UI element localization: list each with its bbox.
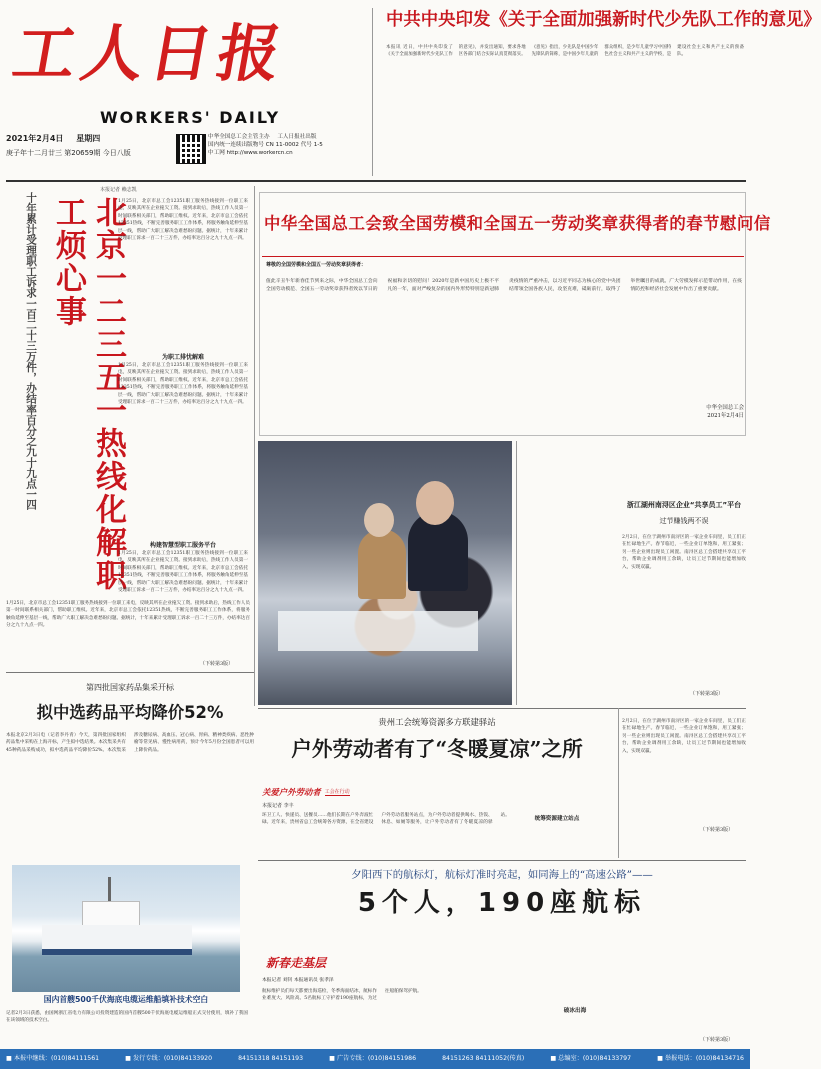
zhejiang-body: 2月2日，在位于湖州市南浔区的一家企业车间里，员工们正在忙碌地生产。春节临近，一些企业订单饱和，用工紧张；另一些企业则出现员工闲置。南浔区总工会搭建共享员工平台，帮助企业调剂用工余缺，让员工过节期间也能增加收入，实现双赢。 [622, 535, 746, 570]
hotline-byline: 本报记者 赖志凯 [100, 187, 137, 193]
greeting-salutation: 尊敬的全国劳模和全国五一劳动奖章获得者： [266, 262, 367, 268]
hotline-subhead-2: 构建智慧型职工服务平台 [149, 542, 216, 549]
drugs-headline[interactable]: 拟中选药品平均降价52% [36, 703, 224, 722]
greeting-signature: 中华全国总工会 [706, 405, 744, 411]
ship-caption-body: 记者2月3日获悉，由国网浙江省电力有限公司投资建造的国内首艘500千伏海底电缆运维船正式交付使用，填补了我国在该领域的技术空白。 [6, 1011, 248, 1024]
greeting-headline[interactable]: 中华全国总工会致全国劳模和全国五一劳动奖章获得者的春节慰问信 [264, 214, 771, 233]
lighthouse-column-label: 新春走基层 [266, 956, 327, 970]
publisher-info [208, 133, 358, 157]
newspaper-logo: 工人日报 [7, 17, 293, 90]
issue-info [6, 134, 174, 158]
lighthouse-byline: 本报记者 刘钊 本报通讯员 张孝泽 [262, 978, 334, 983]
guizhou-subhead: 统筹资源建立站点 [534, 816, 580, 822]
lunar-date: 庚子年十二月廿三 [6, 149, 62, 157]
hotline-body-1: 1月25日，北京市总工会12351职工服务热线接到一位职工来电，反映其所在企业拖欠工资。接到求助后，热线工作人员第一时间联系相关部门，帮助职工维权。近年来，北京市总工会依托12351热线，不断完善服务职工工作体系，将服务触角延伸至基层一线，帮助广大职工解决急难愁盼问题。据统计，十年来累计受理职工诉求一百二十三万件，办结率达百分之九十九点一四。 [118, 199, 248, 242]
hotline-body-4: 1月25日，北京市总工会12351职工服务热线接到一位职工来电，反映其所在企业拖欠工资。接到求助后，热线工作人员第一时间联系相关部门，帮助职工维权。近年来，北京市总工会依托12351热线，不断完善服务职工工作体系，将服务触角延伸至基层一线，帮助广大职工解决急难愁盼问题。据统计，十年来累计受理职工诉求一百二十三万件，办结率达百分之九十九点一四。 [6, 601, 250, 629]
lighthouse-headline[interactable]: 5个人，190座航标 [357, 888, 647, 918]
hotline-continued: （下转第3版） [200, 661, 234, 667]
hotline-main-headline[interactable]: 北京一二三五一热线化解职工烦心事 [50, 196, 126, 592]
footer-item: ■ 广告专线：(010)84151986 [329, 1055, 417, 1062]
guizhou-continued: （下转第3版） [700, 827, 734, 833]
publisher-text: 工人日报社出版 [277, 134, 317, 140]
website-link[interactable]: 中工网 http://www.workercn.cn [208, 150, 293, 156]
issue-date: 2021年2月4日 [6, 134, 64, 143]
guizhou-headline[interactable]: 户外劳动者有了“冬暖夏凉”之所 [291, 737, 583, 761]
cn-code: 国内统一连续出版物号 CN 11-0002 代号 1-5 [208, 142, 323, 148]
hotline-body-3: 1月25日，北京市总工会12351职工服务热线接到一位职工来电，反映其所在企业拖欠工资。接到求助后，热线工作人员第一时间联系相关部门，帮助职工维权。近年来，北京市总工会依托12351热线，不断完善服务职工工作体系，将服务触角延伸至基层一线，帮助广大职工解决急难愁盼问题。据统计，十年来累计受理职工诉求一百二十三万件，办结率达百分之九十九点一四。 [118, 551, 248, 594]
footer-item: ■ 本报中继线：(010)84111561 [6, 1055, 100, 1062]
top-headline-body: 本报讯 近日，中共中央印发了《关于全面加强新时代少先队工作的意见》，并发出通知，要求各地区各部门结合实际认真贯彻落实。《意见》指出，少先队是中国少年先锋队的简称，是中国少年儿童的群众组织，是少年儿童学习中国特色社会主义和共产主义的学校，是建设社会主义和共产主义的预备队。 [386, 45, 744, 57]
zhejiang-headline[interactable]: 浙江湖州南浔区企业“共享员工”平台 [626, 501, 742, 509]
footer-item: ■ 发行专线：(010)84133920 [125, 1055, 213, 1062]
top-headline[interactable]: 中共中央印发《关于全面加强新时代少先队工作的意见》 [386, 10, 821, 30]
drugs-kicker: 第四批国家药品集采开标 [86, 683, 174, 692]
qr-code-icon [176, 134, 206, 164]
guizhou-column-tag: 工会在行动 [324, 789, 350, 795]
guizhou-column-label: 关爱户外劳动者 [262, 787, 321, 797]
zhejiang-subhead: 过节赚钱两不误 [659, 517, 709, 525]
zhejiang-body-2: 2月2日，在位于湖州市南浔区的一家企业车间里，员工们正在忙碌地生产。春节临近，一些企业订单饱和，用工紧张；另一些企业则出现员工闲置。南浔区总工会搭建共享员工平台，帮助企业调剂用工余缺，让员工过节期间也能增加收入，实现双赢。 [622, 719, 746, 754]
hotline-body-2: 1月25日，北京市总工会12351职工服务热线接到一位职工来电，反映其所在企业拖欠工资。接到求助后，热线工作人员第一时间联系相关部门，帮助职工维权。近年来，北京市总工会依托12351热线，不断完善服务职工工作体系，将服务触角延伸至基层一线，帮助广大职工解决急难愁盼问题。据统计，十年来累计受理职工诉求一百二十三万件，办结率达百分之九十九点一四。 [118, 363, 248, 406]
footer-item: 84151318 84151193 [238, 1055, 304, 1062]
greeting-body: 值此辛丑牛年新春佳节到来之际，中华全国总工会向全国劳动模范、全国五一劳动奖章获得者致以节日的祝福和亲切的慰问！2020年是新中国历史上极不平凡的一年，面对严峻复杂的国内外形势特别是新冠肺炎疫情的严重冲击，以习近平同志为核心的党中央团结带领全国各族人民，攻坚克难，砥砺前行，取得了举世瞩目的成就。广大劳模发挥示范带动作用，在疫情防控和经济社会发展中作出了重要贡献。 [266, 279, 742, 292]
lighthouse-kicker: 夕阳西下的航标灯，航标灯准时亮起，如同海上的“高速公路”—— [351, 869, 653, 881]
hotline-side-headline[interactable]: 十年累计受理职工诉求一百二十三万件，办结率百分之九十九点一四 [25, 192, 37, 510]
footer-item: ■ 总编室：(010)84133797 [550, 1055, 632, 1062]
cable-ship-photo [12, 865, 240, 992]
drugs-body: 本报北京2月3日电（记者李丹青）今天，第四批国家组织药品集中采购在上海开标，产生拟中选结果。本次集采共有45种药品采购成功，拟中选药品平均降价52%。本次集采涉及糖尿病、高血压、冠心病、胃病、精神类疾病、恶性肿瘤等常见病、慢性病用药，预计今年5月份全国患者可以用上降价药品。 [6, 733, 254, 753]
zhejiang-continued: （下转第3版） [690, 691, 724, 697]
newspaper-logo-english: WORKERS' DAILY [100, 108, 281, 127]
footer-item: ■ 举报电话：(010)84134716 [657, 1055, 744, 1062]
ship-caption-title[interactable]: 国内首艘500千伏海底电缆运维船填补技术空白 [43, 995, 209, 1004]
footer-contact-bar [0, 1049, 750, 1069]
sponsor-text: 中华全国总工会主管主办 [208, 134, 270, 140]
guizhou-kicker: 贵州工会统筹资源多方联建驿站 [378, 717, 496, 727]
footer-item: 84151263 84111052(传真) [442, 1055, 525, 1062]
factory-workers-photo [258, 441, 512, 705]
page-count: 今日八版 [102, 149, 131, 157]
guizhou-byline: 本报记者 李丰 [262, 803, 294, 809]
issue-weekday: 星期四 [76, 134, 101, 143]
guizhou-body: 环卫工人、快递员、送餐员……他们长期在户外奔波忙碌。近年来，贵州省总工会统筹各方资源，在全省建设户外劳动者服务站点，为户外劳动者提供喝水、热饭、休息、如厕等服务，让户外劳动者有了冬暖夏凉的驿站。 [262, 813, 510, 826]
greeting-date: 2021年2月4日 [707, 413, 744, 419]
hotline-subhead-1: 为职工排忧解难 [161, 354, 204, 361]
lighthouse-continued: （下转第3版） [700, 1037, 734, 1043]
lighthouse-subhead: 破冰出海 [563, 1008, 587, 1014]
issue-number: 第20659期 [64, 149, 101, 157]
lighthouse-body: 航标维护员们每天都要出海巡检，冬季海面结冰，航标作业难度大、风险高。5名航标工守护着190座航标，为过往船舶保驾护航。 [262, 989, 422, 1002]
